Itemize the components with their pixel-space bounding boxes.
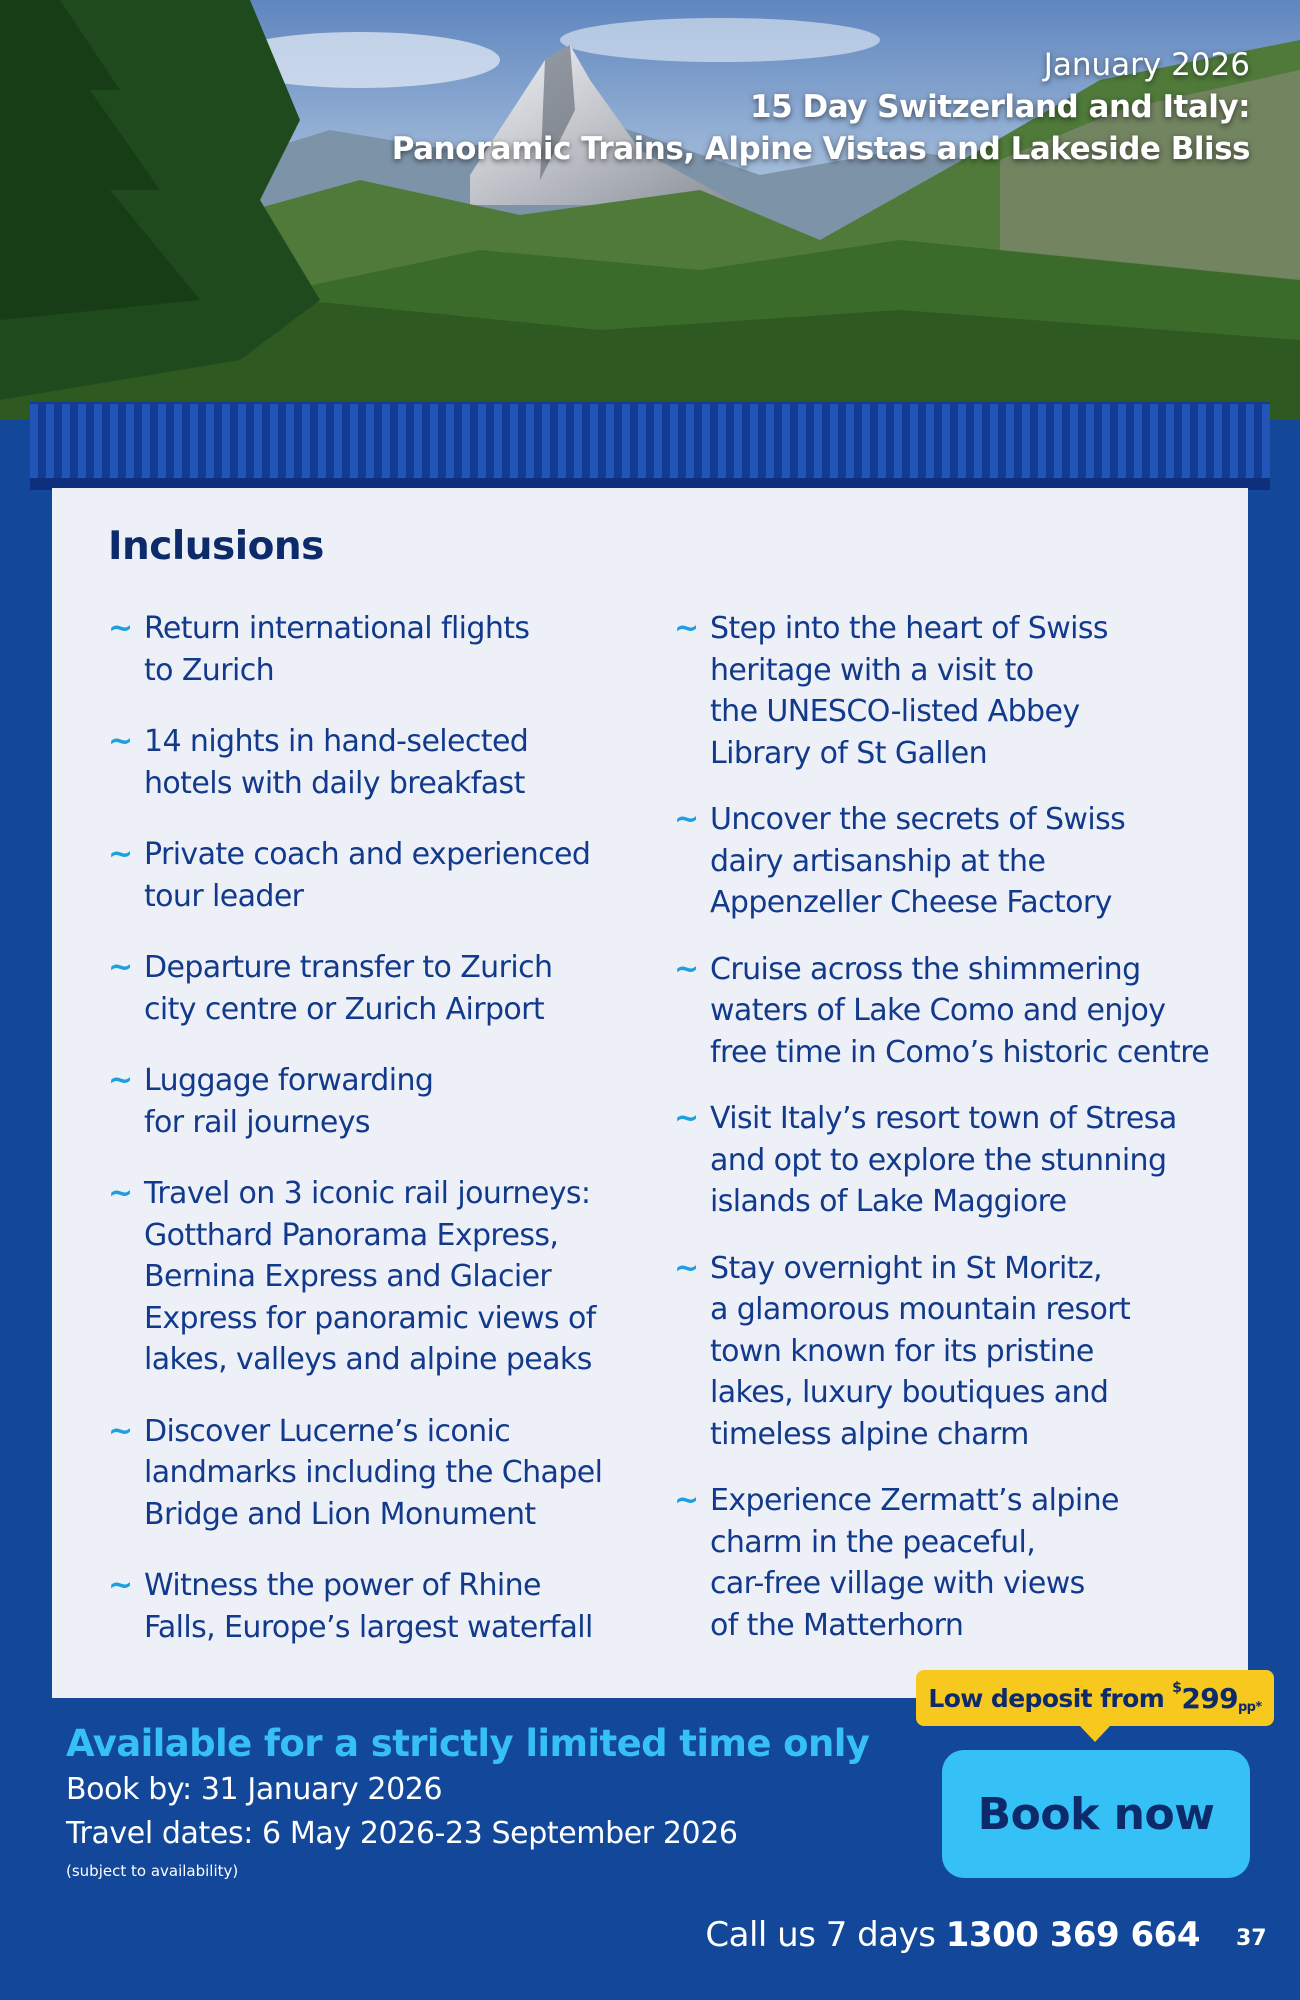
- tilde-bullet-icon: ~: [674, 611, 699, 646]
- deposit-currency: $: [1172, 1679, 1182, 1696]
- curtain-valance-decoration: [30, 388, 1270, 498]
- inclusion-item: [108, 721, 628, 804]
- inclusion-text-line: Cruise across the shimmering: [710, 951, 1141, 987]
- inclusion-text-line: Bernina Express and Glacier: [144, 1259, 552, 1294]
- inclusion-item: [108, 608, 628, 691]
- tour-title-line-2: Panoramic Trains, Alpine Vistas and Lakeside Bliss: [391, 131, 1250, 167]
- tilde-bullet-icon: ~: [108, 837, 133, 872]
- tilde-bullet-icon: ~: [674, 802, 699, 837]
- phone-number[interactable]: 1300 369 664: [945, 1915, 1200, 1955]
- inclusion-text-line: charm in the peaceful,: [710, 1524, 1036, 1560]
- deposit-amount: 299: [1181, 1681, 1238, 1715]
- tilde-bullet-icon: ~: [108, 1063, 133, 1098]
- inclusion-text-line: for rail journeys: [144, 1104, 370, 1140]
- inclusion-item: [674, 1248, 1214, 1456]
- inclusion-text-line: Return international flights: [144, 611, 530, 646]
- inclusion-text-line: Visit Italy’s resort town of Stresa: [710, 1101, 1177, 1136]
- inclusion-item: [108, 1565, 628, 1648]
- tilde-bullet-icon: ~: [674, 951, 699, 987]
- inclusion-text-line: Gotthard Panorama Express,: [144, 1217, 559, 1253]
- tilde-bullet-icon: ~: [108, 1176, 133, 1211]
- hero-image: [0, 0, 1300, 420]
- inclusion-item: [674, 1098, 1214, 1223]
- tilde-bullet-icon: ~: [108, 950, 133, 985]
- book-by-date: Book by: 31 January 2026: [66, 1772, 443, 1807]
- inclusion-text-line: Discover Lucerne’s iconic: [144, 1413, 511, 1449]
- inclusions-panel: [52, 488, 1248, 1698]
- inclusion-text-line: 14 nights in hand-selected: [144, 724, 529, 759]
- inclusion-text-line: Library of St Gallen: [710, 735, 987, 771]
- issue-date: January 2026: [1043, 47, 1250, 83]
- inclusion-text-line: tour leader: [144, 878, 304, 914]
- inclusion-text-line: timeless alpine charm: [710, 1416, 1029, 1452]
- inclusion-text-line: Luggage forwarding: [144, 1063, 434, 1098]
- inclusions-list-left: [108, 608, 628, 1678]
- inclusion-text-line: Bridge and Lion Monument: [144, 1496, 536, 1532]
- inclusion-item: [674, 949, 1214, 1074]
- inclusion-text-line: a glamorous mountain resort: [710, 1292, 1131, 1327]
- deposit-price: [1172, 1679, 1262, 1715]
- inclusions-list-right: [674, 608, 1214, 1671]
- tilde-bullet-icon: ~: [674, 1101, 699, 1136]
- inclusion-text-line: dairy artisanship at the: [710, 843, 1046, 879]
- inclusion-text-line: Stay overnight in St Moritz,: [710, 1250, 1102, 1286]
- inclusion-text-line: lakes, valleys and alpine peaks: [144, 1342, 592, 1377]
- inclusion-item: [108, 1173, 628, 1381]
- call-us-label: Call us 7 days: [705, 1915, 936, 1955]
- deposit-badge: [916, 1670, 1274, 1726]
- inclusions-heading: Inclusions: [108, 524, 324, 569]
- inclusion-text-line: city centre or Zurich Airport: [144, 991, 545, 1027]
- tilde-bullet-icon: ~: [108, 724, 133, 759]
- availability-heading: Available for a strictly limited time only: [66, 1722, 870, 1765]
- tilde-bullet-icon: ~: [108, 1413, 133, 1449]
- inclusion-text-line: and opt to explore the stunning: [710, 1142, 1167, 1178]
- tilde-bullet-icon: ~: [674, 1250, 699, 1286]
- call-us-line: [705, 1915, 1200, 1955]
- inclusion-text-line: heritage with a visit to: [710, 652, 1034, 688]
- tilde-bullet-icon: ~: [108, 1568, 133, 1603]
- inclusion-text-line: Travel on 3 iconic rail journeys:: [144, 1176, 591, 1211]
- inclusion-text-line: town known for its pristine: [710, 1333, 1094, 1369]
- travel-dates: Travel dates: 6 May 2026-23 September 2026: [66, 1816, 738, 1851]
- hero-heading: [392, 44, 1250, 170]
- inclusion-text-line: landmarks including the Chapel: [144, 1455, 603, 1490]
- inclusion-item: [108, 947, 628, 1030]
- availability-disclaimer: (subject to availability): [66, 1862, 239, 1880]
- inclusion-item: [108, 834, 628, 917]
- inclusion-text-line: Departure transfer to Zurich: [144, 950, 553, 985]
- inclusion-text-line: hotels with daily breakfast: [144, 765, 525, 801]
- inclusion-item: [674, 799, 1214, 924]
- inclusion-text-line: free time in Como’s historic centre: [710, 1034, 1210, 1070]
- inclusion-text-line: Express for panoramic views of: [144, 1300, 596, 1336]
- inclusion-text-line: waters of Lake Como and enjoy: [710, 993, 1166, 1028]
- tilde-bullet-icon: ~: [674, 1483, 699, 1518]
- inclusion-text-line: the UNESCO-listed Abbey: [710, 694, 1080, 729]
- inclusion-text-line: car-free village with views: [710, 1566, 1085, 1601]
- book-now-button[interactable]: Book now: [942, 1750, 1250, 1878]
- inclusion-text-line: Experience Zermatt’s alpine: [710, 1483, 1119, 1518]
- inclusion-item: [674, 1480, 1214, 1646]
- inclusion-text-line: Appenzeller Cheese Factory: [710, 885, 1112, 920]
- inclusion-item: [108, 1411, 628, 1536]
- inclusion-text-line: Falls, Europe’s largest waterfall: [144, 1609, 593, 1645]
- deposit-label: Low deposit from: [928, 1683, 1165, 1713]
- inclusion-item: [674, 608, 1214, 774]
- inclusion-text-line: Uncover the secrets of Swiss: [710, 802, 1126, 837]
- inclusion-text-line: islands of Lake Maggiore: [710, 1184, 1067, 1219]
- inclusion-text-line: of the Matterhorn: [710, 1607, 964, 1643]
- page-number: 37: [1236, 1926, 1267, 1951]
- inclusion-text-line: to Zurich: [144, 652, 274, 688]
- inclusion-text-line: Witness the power of Rhine: [144, 1568, 541, 1603]
- inclusion-text-line: lakes, luxury boutiques and: [710, 1375, 1109, 1410]
- inclusion-item: [108, 1060, 628, 1143]
- deposit-suffix: pp*: [1237, 1699, 1262, 1715]
- inclusion-text-line: Private coach and experienced: [144, 837, 591, 872]
- tour-title-line-1: 15 Day Switzerland and Italy:: [750, 89, 1250, 125]
- inclusion-text-line: Step into the heart of Swiss: [710, 611, 1108, 646]
- tilde-bullet-icon: ~: [108, 611, 133, 646]
